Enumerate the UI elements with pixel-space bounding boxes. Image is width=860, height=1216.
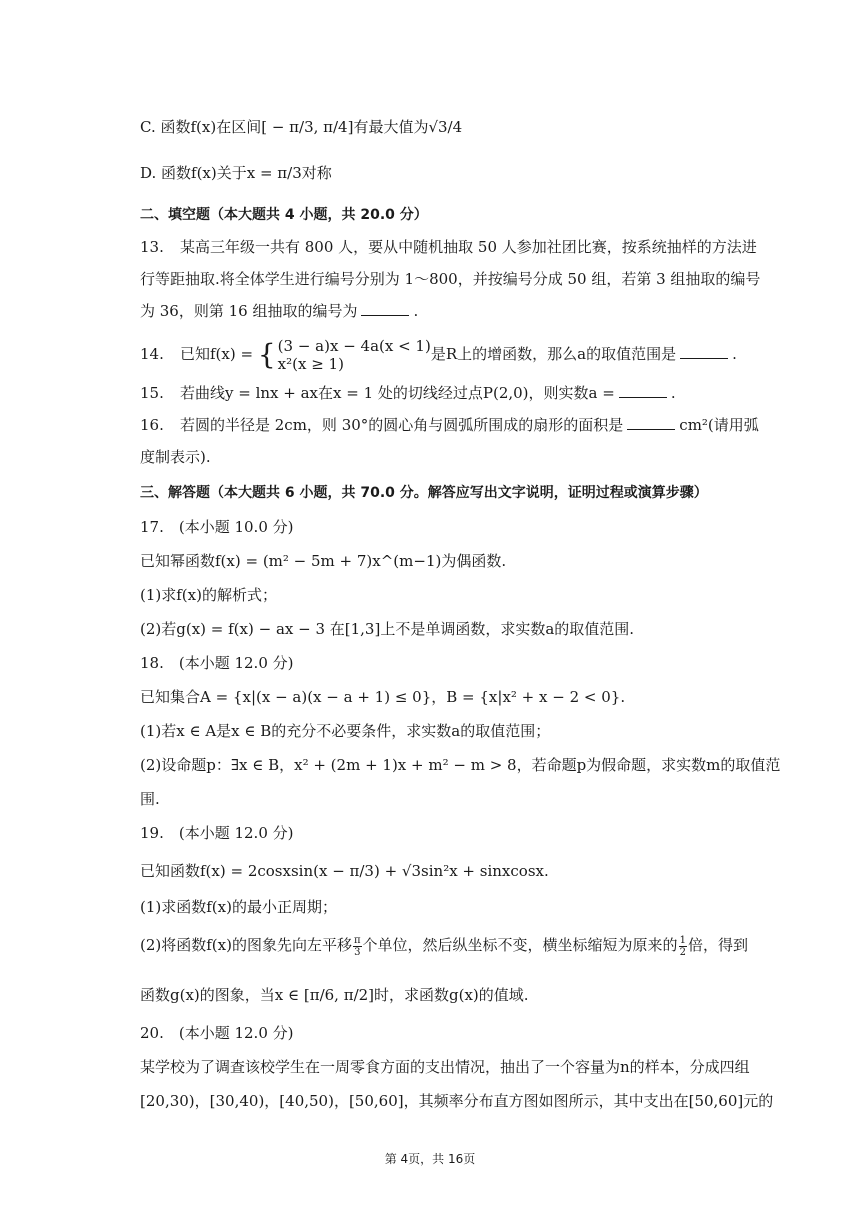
case-1: (3 − a)x − 4a(x < 1) <box>277 337 431 355</box>
question-text: . <box>670 384 676 402</box>
question-17-header: 17. (本小题 10.0 分) <box>140 518 294 536</box>
question-13-line-2: 行等距抽取.将全体学生进行编号分别为 1～800，并按编号分成 50 组，若第 3 组抽取的编号 <box>140 270 761 288</box>
question-text: . <box>413 302 419 320</box>
question-text: 个单位，然后纵坐标不变，横坐标缩短为原来的 <box>362 936 678 954</box>
question-14 <box>140 336 760 372</box>
question-text: 若圆的半径是 2cm，则 30°的圆心角与圆弧所围成的扇形的面积是 <box>180 416 624 434</box>
question-16-line-1 <box>140 414 760 436</box>
question-19-header: 19. (本小题 12.0 分) <box>140 824 294 842</box>
question-number: 16. <box>140 416 164 434</box>
question-18-part-2-line-2: 围. <box>140 790 160 808</box>
question-19-stem: 已知函数f(x) = 2cosxsin(x − π/3) + √3sin²x + sinxcosx. <box>140 862 549 880</box>
question-18-stem: 已知集合A = {x|(x − a)(x − a + 1) ≤ 0}，B = {x|x² + x − 2 < 0}. <box>140 688 626 706</box>
question-19-part-2-line-2: 函数g(x)的图象，当x ∈ [π/6, π/2]时，求函数g(x)的值域. <box>140 986 529 1004</box>
answer-blank <box>619 383 667 398</box>
answer-blank <box>627 415 675 430</box>
question-20-line-1: 某学校为了调查该校学生在一周零食方面的支出情况，抽出了一个容量为n的样本，分成四组 <box>140 1058 750 1076</box>
question-text: . <box>732 345 737 363</box>
answer-blank <box>361 301 409 316</box>
section-answer-title: 三、解答题（本大题共 6 小题，共 70.0 分。解答应写出文字说明，证明过程或演算步骤） <box>140 485 708 501</box>
question-text: cm²(请用弧 <box>679 416 759 434</box>
numerator: π <box>353 934 361 946</box>
question-17-stem: 已知幂函数f(x) = (m² − 5m + 7)x^(m−1)为偶函数. <box>140 552 507 570</box>
question-19-part-2-line-1 <box>140 934 760 958</box>
question-text: 倍，得到 <box>687 936 748 954</box>
answer-blank <box>680 344 728 359</box>
question-18-part-2-line-1: (2)设命题p：∃x ∈ B，x² + (2m + 1)x + m² − m > 8，若命题p为假命题，求实数m的取值范 <box>140 756 781 774</box>
question-17-part-2: (2)若g(x) = f(x) − ax − 3 在[1,3]上不是单调函数，求实数a的取值范围. <box>140 620 635 638</box>
question-text: 已知f(x) = <box>180 345 254 363</box>
denominator: 3 <box>354 946 361 958</box>
question-text: 某高三年级一共有 800 人，要从中随机抽取 50 人参加社团比赛，按系统抽样的方法进 <box>180 238 757 256</box>
case-2: x²(x ≥ 1) <box>277 355 344 373</box>
option-c: C. 函数f(x)在区间[ − π/3, π/4]有最大值为√3/4 <box>140 118 463 136</box>
question-19-part-1: (1)求函数f(x)的最小正周期； <box>140 898 337 916</box>
denominator: 2 <box>679 946 686 958</box>
question-text: 若曲线y = lnx + ax在x = 1 处的切线经过点P(2,0)，则实数a = <box>180 384 615 402</box>
option-d: D. 函数f(x)关于x = π/3对称 <box>140 164 332 182</box>
question-18-part-1: (1)若x ∈ A是x ∈ B的充分不必要条件，求实数a的取值范围； <box>140 722 551 740</box>
question-number: 14. <box>140 345 164 363</box>
question-20-header: 20. (本小题 12.0 分) <box>140 1024 294 1042</box>
question-15 <box>140 382 760 404</box>
question-16-line-2: 度制表示). <box>140 448 211 466</box>
fraction-one-half <box>679 935 687 958</box>
question-text: (2)将函数f(x)的图象先向左平移 <box>140 936 352 954</box>
piecewise-cases <box>278 337 431 373</box>
question-18-header: 18. (本小题 12.0 分) <box>140 654 294 672</box>
question-20-line-2: [20,30)，[30,40)，[40,50)，[50,60]，其频率分布直方图如图所示，其中支出在[50,60]元的 <box>140 1092 774 1110</box>
question-number: 15. <box>140 384 164 402</box>
question-13-line-3 <box>140 300 760 322</box>
question-text: 是R上的增函数，那么a的取值范围是 <box>430 345 677 363</box>
question-13-line-1 <box>140 236 760 258</box>
question-text: 为 36，则第 16 组抽取的编号为 <box>140 302 358 320</box>
page-footer: 第 4页，共 16页 <box>384 1152 476 1166</box>
question-number: 13. <box>140 238 164 256</box>
numerator: 1 <box>679 934 686 946</box>
fraction-pi-over-3 <box>353 935 362 958</box>
brace-symbol: { <box>257 338 276 371</box>
question-17-part-1: (1)求f(x)的解析式； <box>140 586 277 604</box>
section-fill-blank-title: 二、填空题（本大题共 4 小题，共 20.0 分） <box>140 207 428 223</box>
